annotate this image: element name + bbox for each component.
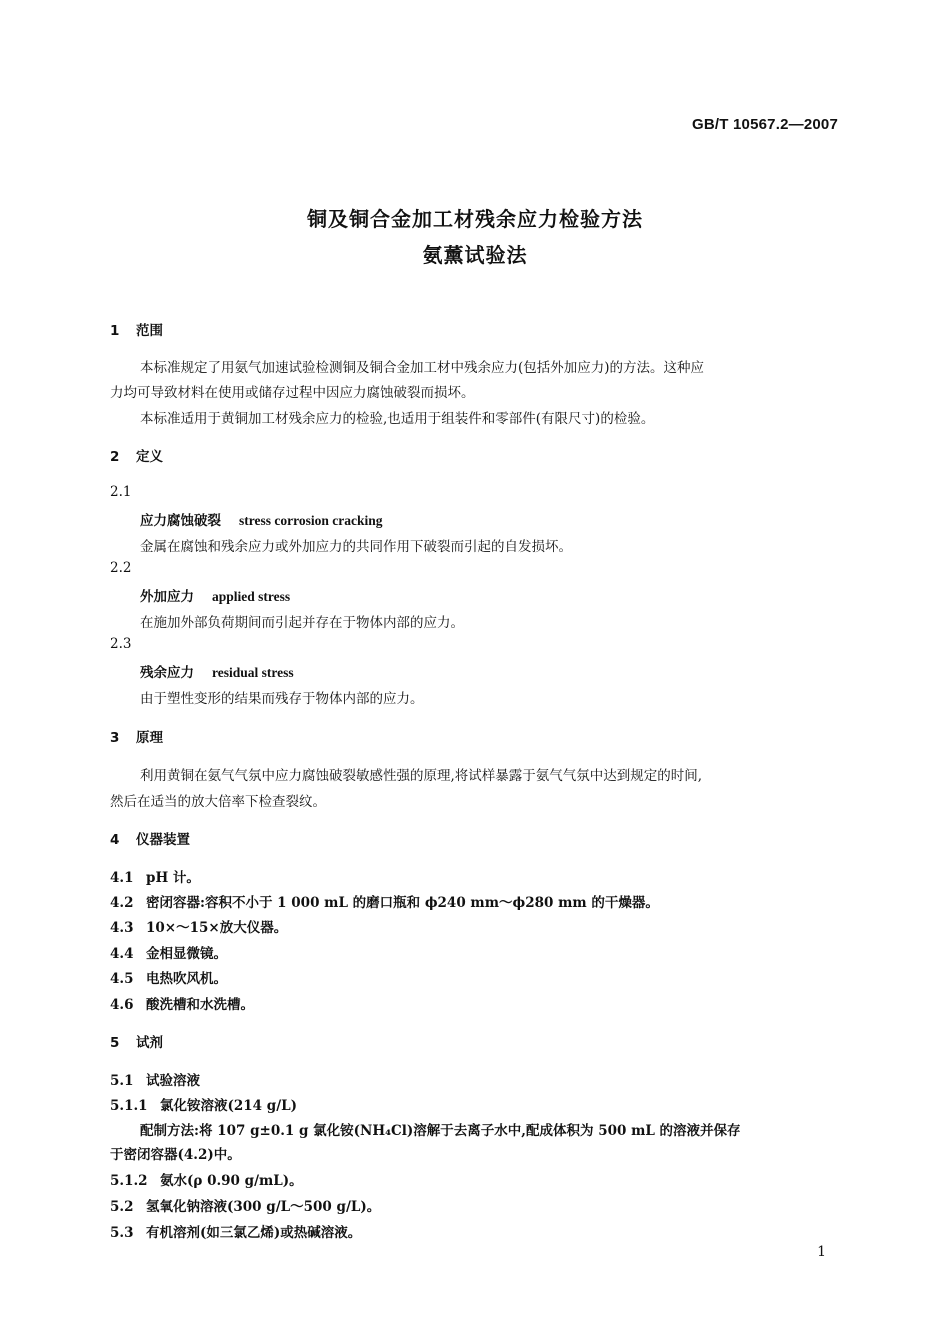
- item-text: 密闭容器:容积不小于 1 000 mL 的磨口瓶和 ϕ240 mm～ϕ280 mm 的干燥器。: [146, 895, 659, 911]
- item-text: pH 计。: [146, 870, 200, 886]
- paragraph: 力均可导致材料在使用或储存过程中因应力腐蚀破裂而损坏。: [110, 385, 475, 401]
- section-title: 定义: [136, 449, 163, 465]
- term: [140, 661, 294, 681]
- section-4-heading: [110, 828, 190, 848]
- term-cn: 应力腐蚀破裂: [140, 513, 221, 529]
- item-number: 4.1: [110, 870, 134, 886]
- section-number: 2: [110, 449, 120, 465]
- item-text: 氯化铵溶液(214 g/L): [160, 1098, 298, 1114]
- list-item: [110, 866, 200, 886]
- section-title: 仪器装置: [136, 832, 190, 848]
- term-en: applied stress: [212, 589, 291, 604]
- paragraph: 本标准规定了用氨气加速试验检测铜及铜合金加工材中残余应力(包括外加应力)的方法。这种应: [140, 360, 705, 376]
- subsection-number: 2.3: [110, 636, 132, 652]
- list-item: [110, 1169, 303, 1189]
- item-text: 氢氧化钠溶液(300 g/L～500 g/L)。: [146, 1199, 381, 1215]
- item-number: 4.4: [110, 946, 134, 962]
- item-number: 4.3: [110, 920, 134, 936]
- section-title: 试剂: [136, 1035, 163, 1051]
- definition-text: 金属在腐蚀和残余应力或外加应力的共同作用下破裂而引起的自发损坏。: [140, 539, 572, 555]
- section-number: 4: [110, 832, 120, 848]
- item-number: 5.3: [110, 1225, 134, 1241]
- list-item: [110, 967, 227, 987]
- item-number: 5.1: [110, 1073, 134, 1089]
- item-number: 5.1.2: [110, 1173, 148, 1189]
- item-text: 酸洗槽和水洗槽。: [146, 997, 254, 1013]
- list-item: [110, 1221, 361, 1241]
- paragraph: 于密闭容器(4.2)中。: [110, 1147, 241, 1163]
- item-number: 4.2: [110, 895, 134, 911]
- subsection-heading: [110, 1094, 297, 1114]
- page-number: 1: [817, 1244, 826, 1260]
- list-item: [110, 916, 287, 936]
- term-en: stress corrosion cracking: [239, 513, 383, 528]
- item-text: 氨水(ρ 0.90 g/mL)。: [160, 1173, 303, 1189]
- item-number: 4.5: [110, 971, 134, 987]
- term-en: residual stress: [212, 665, 294, 680]
- subsection-number: 2.2: [110, 560, 132, 576]
- section-number: 1: [110, 323, 120, 339]
- section-3-heading: [110, 726, 163, 746]
- section-title: 范围: [136, 323, 163, 339]
- item-number: 5.1.1: [110, 1098, 148, 1114]
- term-cn: 残余应力: [140, 665, 194, 681]
- item-text: 金相显微镜。: [146, 946, 227, 962]
- standard-number: GB/T 10567.2—2007: [692, 116, 838, 133]
- paragraph: 本标准适用于黄铜加工材残余应力的检验,也适用于组装件和零部件(有限尺寸)的检验。: [140, 411, 655, 427]
- document-title: 铜及铜合金加工材残余应力检验方法: [307, 207, 643, 231]
- document-subtitle: 氨薰试验法: [422, 243, 528, 267]
- list-item: [110, 942, 227, 962]
- term: [140, 509, 382, 529]
- item-number: 4.6: [110, 997, 134, 1013]
- subsection-heading: [110, 1069, 200, 1089]
- list-item: [110, 1195, 380, 1215]
- section-2-heading: [110, 445, 163, 465]
- list-item: [110, 891, 659, 911]
- paragraph: 配制方法:将 107 g±0.1 g 氯化铵(NH₄Cl)溶解于去离子水中,配成体积为 500 mL 的溶液并保存: [140, 1123, 741, 1139]
- item-text: 试验溶液: [146, 1073, 200, 1089]
- item-number: 5.2: [110, 1199, 134, 1215]
- section-number: 3: [110, 730, 120, 746]
- term-cn: 外加应力: [140, 589, 194, 605]
- section-1-heading: [110, 319, 163, 339]
- section-5-heading: [110, 1031, 163, 1051]
- item-text: 10×～15×放大仪器。: [146, 920, 288, 936]
- list-item: [110, 993, 254, 1013]
- section-title: 原理: [136, 730, 163, 746]
- definition-text: 在施加外部负荷期间而引起并存在于物体内部的应力。: [140, 615, 464, 631]
- paragraph: 利用黄铜在氨气气氛中应力腐蚀破裂敏感性强的原理,将试样暴露于氨气气氛中达到规定的时间,: [140, 768, 703, 784]
- item-text: 有机溶剂(如三氯乙烯)或热碱溶液。: [146, 1225, 362, 1241]
- term: [140, 585, 290, 605]
- definition-text: 由于塑性变形的结果而残存于物体内部的应力。: [140, 691, 424, 707]
- subsection-number: 2.1: [110, 484, 132, 500]
- section-number: 5: [110, 1035, 120, 1051]
- item-text: 电热吹风机。: [146, 971, 227, 987]
- paragraph: 然后在适当的放大倍率下检查裂纹。: [110, 794, 326, 810]
